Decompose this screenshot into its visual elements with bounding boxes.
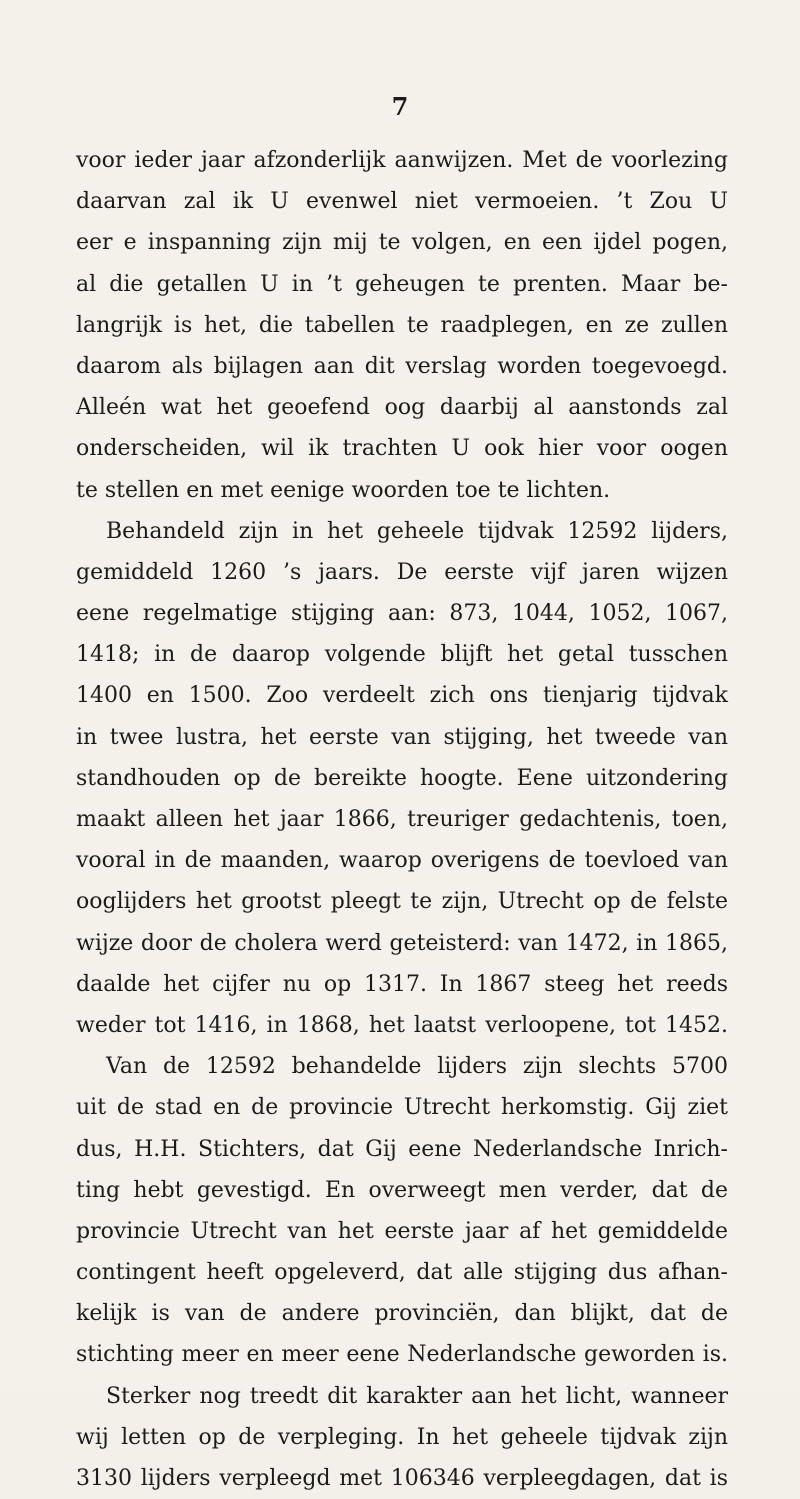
text-line: Behandeld zijn in het geheele tijdvak 12592 lijders,	[106, 518, 728, 544]
text-line: onderscheiden, wil ik trachten U ook hier voor oogen	[76, 436, 728, 462]
text-line: eer e inspanning zijn mij te volgen, en een ijdel pogen,	[76, 230, 728, 256]
text-line: daarom als bijlagen aan dit verslag worden toegevoegd.	[76, 353, 728, 379]
text-line: 3130 lijders verpleegd met 106346 verpleegdagen, dat is	[76, 1466, 728, 1491]
text-line: daalde het cijfer nu op 1317. In 1867 steeg het reeds	[76, 971, 728, 997]
text-line: langrijk is het, die tabellen te raadplegen, en ze zullen	[76, 312, 728, 338]
text-line: Alleén wat het geoefend oog daarbij al aanstonds zal	[76, 395, 728, 421]
text-line: standhouden op de bereikte hoogte. Eene uitzondering	[76, 765, 728, 791]
text-line: maakt alleen het jaar 1866, treuriger gedachtenis, toen,	[76, 807, 728, 832]
text-line: te stellen en met eenige woorden toe te lichten.	[76, 477, 611, 503]
text-line: wij letten op de verpleging. In het geheele tijdvak zijn	[76, 1424, 728, 1450]
text-line: Van de 12592 behandelde lijders zijn slechts 5700	[106, 1054, 728, 1080]
text-line: gemiddeld 1260 ’s jaars. De eerste vijf jaren wijzen	[76, 559, 728, 585]
text-line: al die getallen U in ’t geheugen te prenten. Maar be-	[76, 271, 728, 297]
text-line: dus, H.H. Stichters, dat Gij eene Nederlandsche Inrich-	[76, 1136, 728, 1162]
text-line: weder tot 1416, in 1868, het laatst verloopene, tot 1452.	[76, 1012, 728, 1038]
text-line: vooral in de maanden, waarop overigens de toevloed van	[76, 848, 728, 874]
text-line: daarvan zal ik U evenwel niet vermoeien. ’t Zou U	[76, 189, 728, 215]
text-line: eene regelmatige stijging aan: 873, 1044, 1052, 1067,	[76, 601, 728, 627]
text-line: provincie Utrecht van het eerste jaar af het gemiddelde	[76, 1218, 728, 1244]
text-line: ooglijders het grootst pleegt te zijn, Utrecht op de felste	[76, 889, 728, 915]
text-line: ting hebt gevestigd. En overweegt men verder, dat de	[76, 1177, 728, 1203]
text-line: in twee lustra, het eerste van stijging, het tweede van	[76, 724, 728, 750]
text-line: 1400 en 1500. Zoo verdeelt zich ons tienjarig tijdvak	[76, 683, 728, 709]
text-line: contingent heeft opgeleverd, dat alle stijging dus afhan-	[76, 1260, 728, 1286]
text-line: voor ieder jaar afzonderlijk aanwijzen. Met de voorlezing	[76, 148, 728, 173]
body-text	[76, 140, 728, 1499]
text-line: Sterker nog treedt dit karakter aan het licht, wanneer	[106, 1383, 728, 1409]
text-line: kelijk is van de andere provinciën, dan blijkt, dat de	[76, 1301, 728, 1327]
text-line: 1418; in de daarop volgende blijft het getal tusschen	[76, 642, 728, 668]
page-number: 7	[391, 92, 409, 121]
text-line: uit de stad en de provincie Utrecht herkomstig. Gij ziet	[76, 1095, 728, 1121]
text-line: stichting meer en meer eene Nederlandsche geworden is.	[76, 1342, 728, 1368]
text-line: wijze door de cholera werd geteisterd: van 1472, in 1865,	[76, 930, 728, 956]
